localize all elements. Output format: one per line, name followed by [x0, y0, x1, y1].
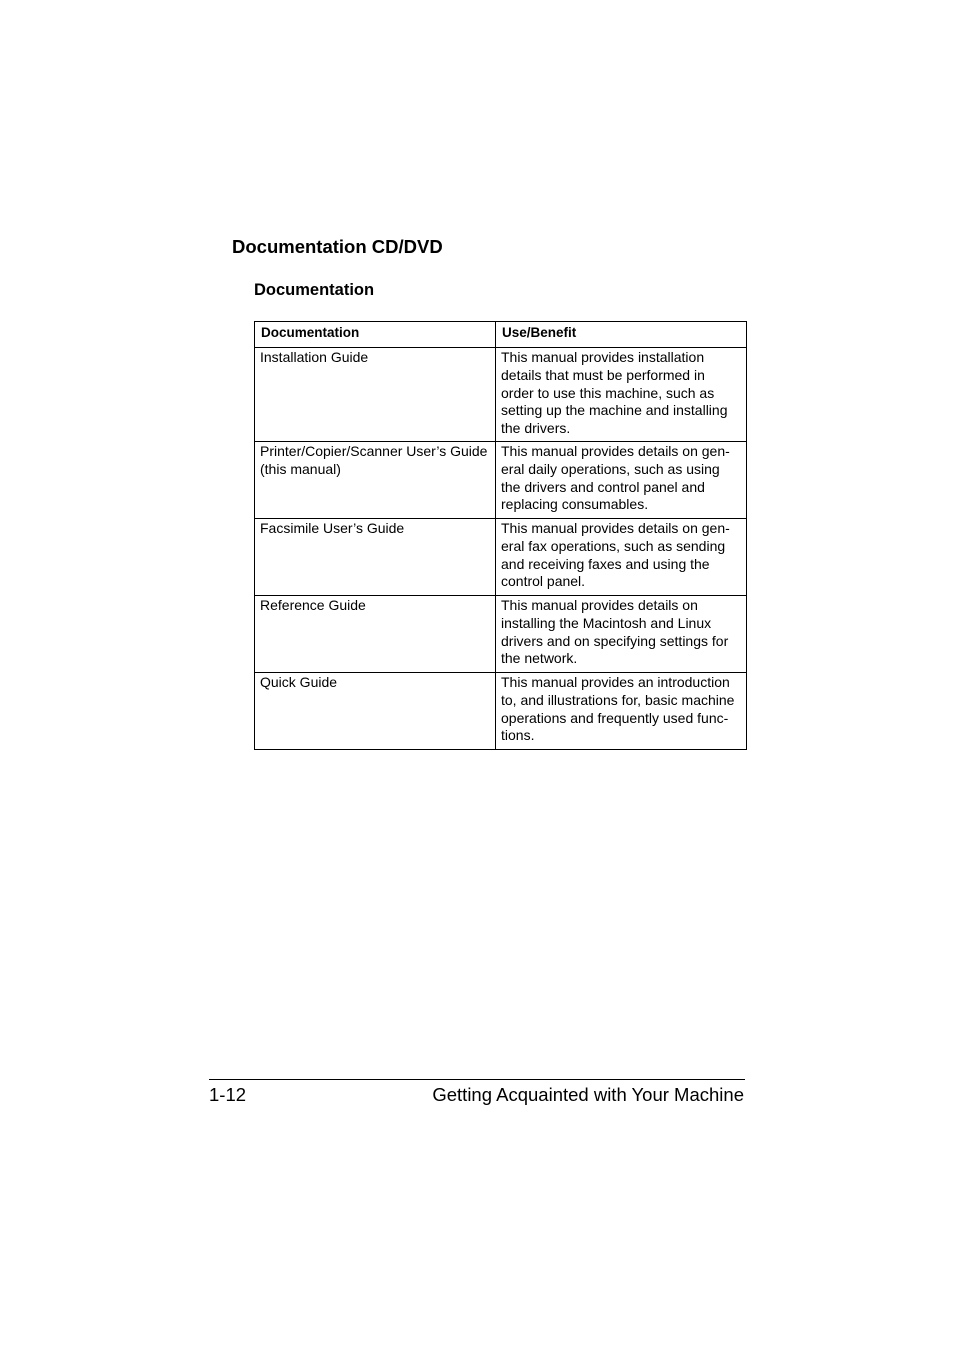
- chapter-title: Getting Acquainted with Your Machine: [432, 1084, 744, 1105]
- use-benefit-cell-line: to, and illustrations for, basic machine: [501, 691, 735, 708]
- use-benefit-cell-line: setting up the machine and installing: [501, 402, 728, 419]
- use-benefit-cell-line: eral daily operations, such as using: [501, 460, 720, 477]
- use-benefit-cell-line: This manual provides details on: [501, 597, 698, 613]
- use-benefit-cell-line: installing the Macintosh and Linux: [501, 614, 712, 631]
- documentation-cell-line: Reference Guide: [260, 597, 366, 613]
- table-row: [255, 519, 747, 596]
- use-benefit-cell-line: and receiving faxes and using the: [501, 555, 710, 572]
- use-benefit-cell-line: This manual provides details on gen-: [501, 443, 730, 459]
- use-benefit-cell-line: replacing consumables.: [501, 496, 649, 513]
- use-benefit-cell-line: the drivers and control panel and: [501, 478, 705, 495]
- documentation-cell: [255, 348, 496, 442]
- documentation-cell-line: (this manual): [260, 460, 341, 477]
- table-row: [255, 442, 747, 519]
- use-benefit-cell-line: drivers and on specifying settings for: [501, 632, 729, 649]
- use-benefit-cell: [496, 348, 747, 442]
- page-number: 1-12: [209, 1084, 247, 1105]
- table-row: [255, 596, 747, 673]
- documentation-cell-line: Installation Guide: [260, 349, 369, 365]
- use-benefit-cell-line: eral fax operations, such as sending: [501, 537, 726, 554]
- documentation-cell-line: Quick Guide: [260, 674, 338, 690]
- table-row: [255, 348, 747, 442]
- section-title: Documentation CD/DVD: [232, 236, 443, 257]
- use-benefit-cell-line: This manual provides an introduction: [501, 674, 730, 690]
- use-benefit-cell-line: order to use this machine, such as: [501, 384, 715, 401]
- use-benefit-cell-line: tions.: [501, 727, 535, 744]
- column-header-documentation: Documentation: [255, 322, 496, 348]
- use-benefit-cell: [496, 673, 747, 750]
- table-header-row: [255, 322, 747, 348]
- documentation-cell-line: Printer/Copier/Scanner User’s Guide: [260, 443, 488, 459]
- use-benefit-cell-line: the drivers.: [501, 420, 571, 437]
- documentation-cell-line: Facsimile User’s Guide: [260, 520, 405, 536]
- use-benefit-cell-line: control panel.: [501, 573, 586, 590]
- documentation-cell: [255, 596, 496, 673]
- use-benefit-cell-line: the network.: [501, 650, 578, 667]
- use-benefit-cell-line: This manual provides details on gen-: [501, 520, 730, 536]
- use-benefit-cell-line: operations and frequently used func-: [501, 709, 729, 726]
- documentation-cell: [255, 442, 496, 519]
- documentation-table: [254, 321, 747, 750]
- documentation-cell: [255, 519, 496, 596]
- subsection-title: Documentation: [254, 281, 375, 299]
- use-benefit-cell-line: details that must be performed in: [501, 366, 705, 383]
- use-benefit-cell-line: This manual provides installation: [501, 349, 705, 365]
- use-benefit-cell: [496, 442, 747, 519]
- footer-divider: [209, 1079, 745, 1080]
- documentation-cell: [255, 673, 496, 750]
- use-benefit-cell: [496, 596, 747, 673]
- use-benefit-cell: [496, 519, 747, 596]
- table-row: [255, 673, 747, 750]
- column-header-use-benefit: Use/Benefit: [496, 322, 747, 348]
